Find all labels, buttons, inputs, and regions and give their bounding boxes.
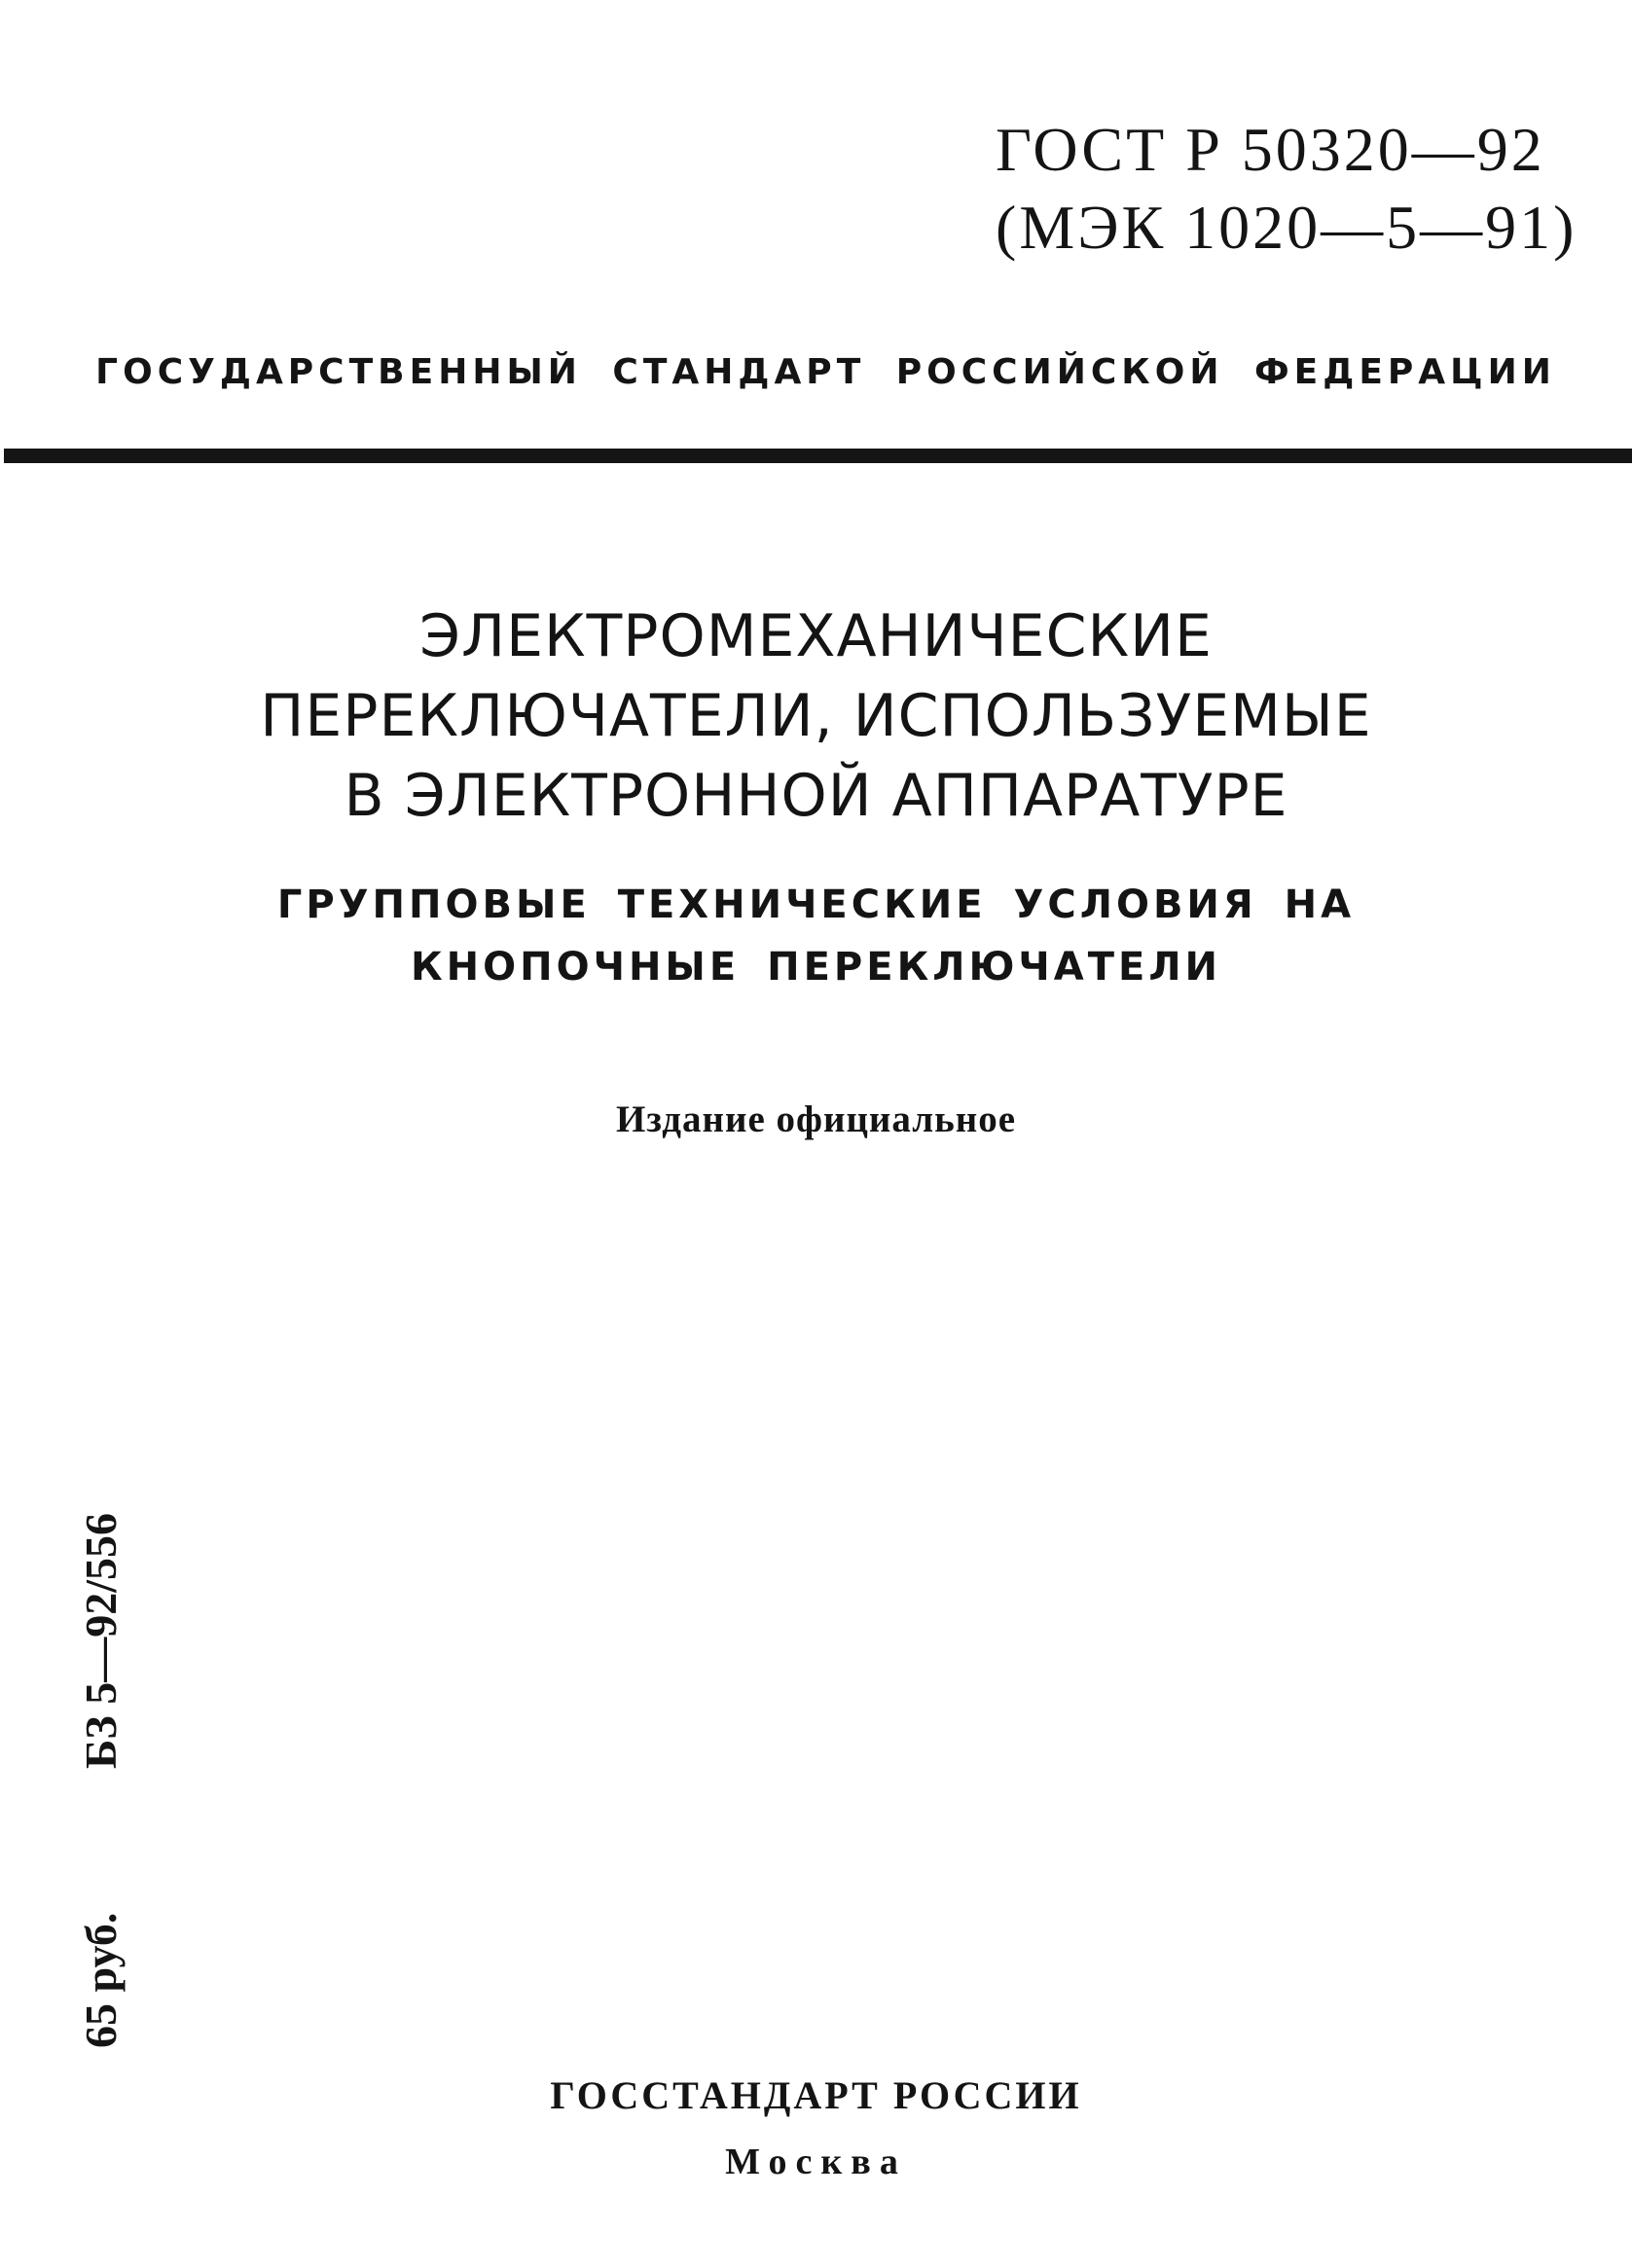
price-label: 65 руб. xyxy=(76,1912,126,2048)
document-title-line: В ЭЛЕКТРОННОЙ АППАРАТУРЕ xyxy=(344,762,1288,830)
margin-vertical-text xyxy=(70,1513,177,2048)
document-title-line: ЭЛЕКТРОМЕХАНИЧЕСКИЕ xyxy=(419,602,1213,670)
edition-label: Издание официальное xyxy=(615,1098,1017,1140)
gost-number: ГОСТ Р 50320—92 xyxy=(996,115,1545,184)
document-subtitle-line: ГРУППОВЫЕ ТЕХНИЧЕСКИЕ УСЛОВИЯ НА xyxy=(276,882,1356,927)
horizontal-rule xyxy=(4,449,1632,463)
document-title-line: ПЕРЕКЛЮЧАТЕЛИ, ИСПОЛЬЗУЕМЫЕ xyxy=(260,682,1372,750)
publication-city: Москва xyxy=(725,2142,907,2182)
state-standard-heading: ГОСУДАРСТВЕННЫЙ СТАНДАРТ РОССИЙСКОЙ ФЕДЕРАЦИИ xyxy=(95,352,1556,392)
order-code: БЗ 5—92/556 xyxy=(76,1513,126,1769)
document-subtitle-line: КНОПОЧНЫЕ ПЕРЕКЛЮЧАТЕЛИ xyxy=(410,945,1222,990)
iec-number: (МЭК 1020—5—91) xyxy=(996,193,1578,262)
publisher-name: ГОССТАНДАРТ РОССИИ xyxy=(550,2073,1082,2117)
